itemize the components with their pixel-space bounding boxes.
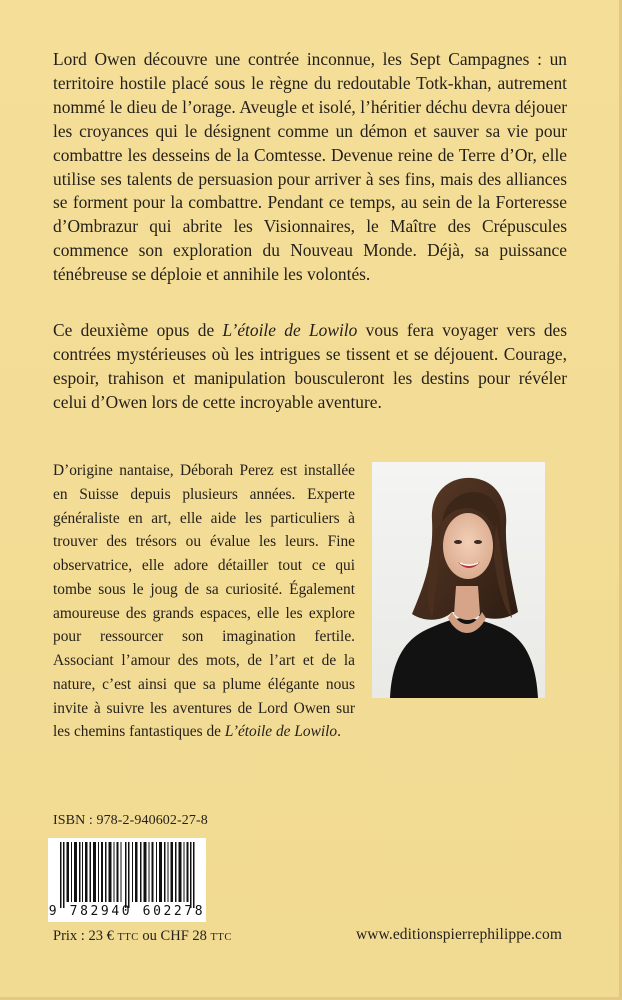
isbn-number: ISBN : 978-2-940602-27-8 bbox=[53, 813, 208, 828]
price-chf: ou CHF 28 bbox=[142, 928, 207, 944]
author-bio-text: élégante nous invite à suivre les aventures de Lord Owen sur les chemins fantastiques de bbox=[53, 675, 355, 741]
series-text: vous fera voyager vers des contrées mystérieuses où les intrigues se tissent et se déjouent. Courage, espoir, trahison et manipulation bousculeront les destins pour révéler celui d’Owen lors de cette incroyable aventure. bbox=[53, 320, 568, 412]
author-bio-text: D’origine nantaise, Déborah Perez est installée en Suisse depuis plusieurs années. Experte généraliste en art, elle aide les particuliers à trouver des trésors ou évalue les leurs. Fine observatrice, elle adore détailler tout ce qui tombe sous le joug de sa curiosité. Également amoureuse des grands espaces, elle les explore pour ressourcer son imagination fertile. Associant l’amour des mots, de l’art et de la nature, c’est ainsi que sa plume bbox=[53, 462, 355, 693]
author-photo bbox=[372, 462, 545, 698]
price-line bbox=[53, 928, 232, 945]
series-paragraph bbox=[53, 319, 567, 415]
price-ttc: TTC bbox=[117, 932, 139, 943]
series-title: L’étoile de Lowilo bbox=[222, 320, 358, 340]
publisher-website: www.editionspierrephilippe.com bbox=[355, 926, 562, 943]
bio-book-title: L’étoile de Lowilo bbox=[224, 723, 338, 741]
price-ttc: TTC bbox=[210, 932, 232, 943]
series-text: Ce deuxième opus de bbox=[53, 320, 223, 340]
barcode-digits: 9 782940 602278 bbox=[48, 904, 206, 919]
bio-end: . bbox=[337, 723, 341, 741]
price-label: Prix : 23 € bbox=[53, 928, 114, 944]
barcode bbox=[48, 838, 206, 922]
author-bio bbox=[53, 459, 355, 744]
author-portrait-image bbox=[372, 462, 545, 698]
synopsis-paragraph: Lord Owen découvre une contrée inconnue, les Sept Campagnes : un territoire hostile placé sous le règne du redoutable Totk-khan, autrement nommé le dieu de l’orage. Aveugle et isolé, l’héritier déchu devra déjouer les croyances qui le désignent comme un démon et sauver sa vie pour combattre les desseins de la Comtesse. Devenue reine de Terre d’Or, elle utilise ses talents de persuasion pour arriver à ses fins, mais des alliances se forment pour la combattre. Pendant ce temps, au sein de la Forteresse d’Ombrazur qui abrite les Visionnaires, le Maître des Crépuscules commence son exploration du Nouveau Monde. Déjà, sa puissance ténébreuse se déploie et annihile les volontés. bbox=[53, 49, 567, 285]
